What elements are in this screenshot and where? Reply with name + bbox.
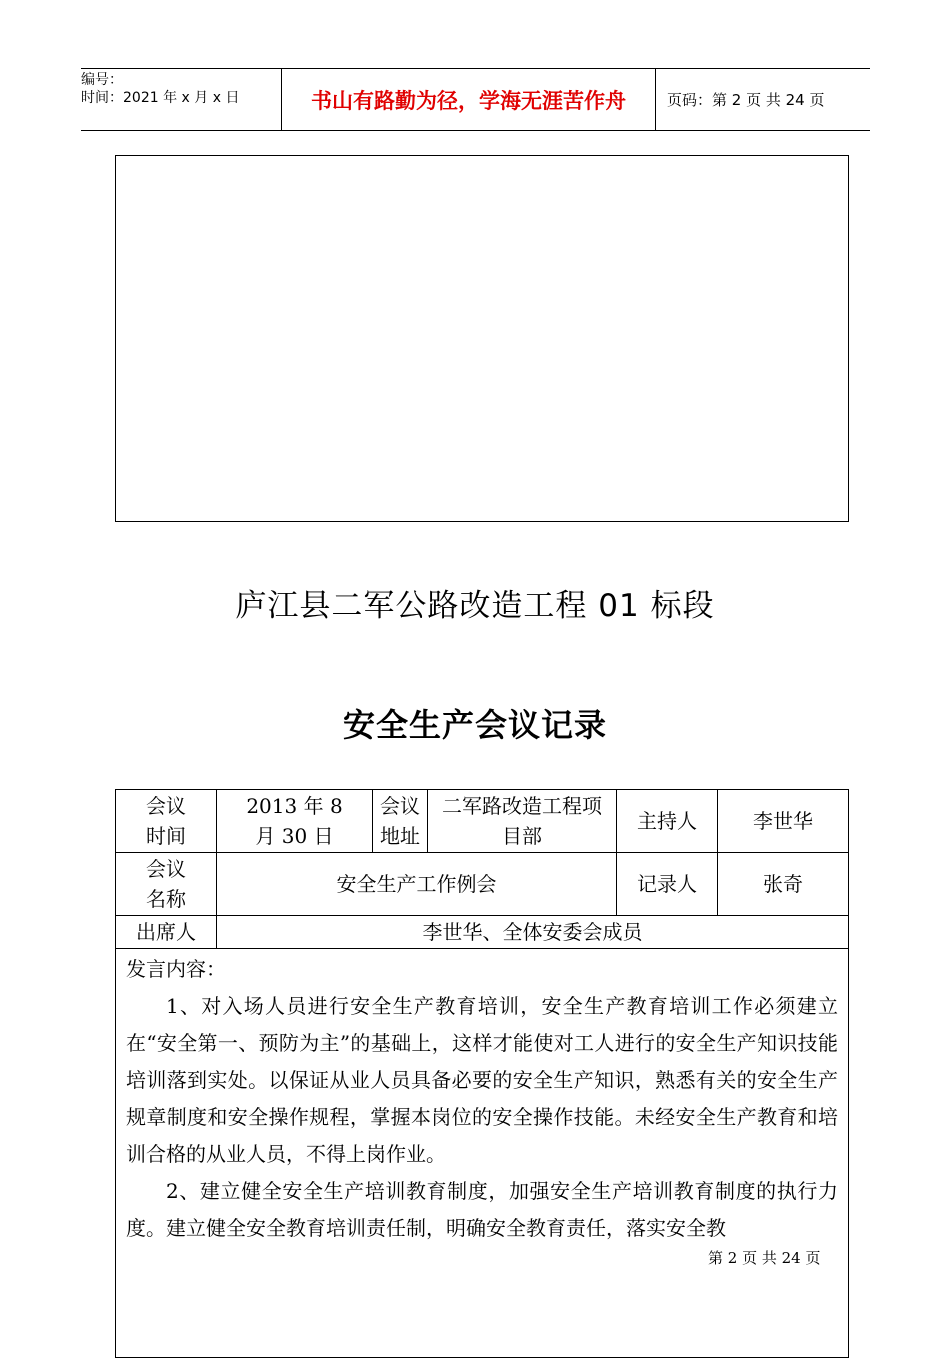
meeting-name-label: 会议名称 xyxy=(116,853,217,916)
host-label: 主持人 xyxy=(617,790,718,853)
number-label: 编号： xyxy=(81,72,123,88)
page-footer: 第 2 页 共 24 页 xyxy=(708,1249,821,1267)
meeting-record-table xyxy=(115,789,849,1358)
recorder-value: 张奇 xyxy=(718,853,849,916)
meeting-name-value: 安全生产工作例会 xyxy=(217,853,617,916)
host-value: 李世华 xyxy=(718,790,849,853)
content-paragraph-2: 2、建立健全安全生产培训教育制度，加强安全生产培训教育制度的执行力度。建立健全安全教育培训责任制，明确安全教育责任，落实安全教 xyxy=(126,1179,838,1240)
meeting-time-label: 会议时间 xyxy=(116,790,217,853)
header-page-info: 页码：第 2 页 共 24 页 xyxy=(667,91,825,109)
attendees-value: 李世华、全体安委会成员 xyxy=(217,916,849,949)
project-title: 庐江县二军公路改造工程 01 标段 xyxy=(235,588,715,624)
header-meta xyxy=(81,69,281,132)
header-motto: 书山有路勤为径，学海无涯苦作舟 xyxy=(281,69,656,130)
meeting-place-value: 二军路改造工程项目部 xyxy=(428,790,617,853)
empty-frame xyxy=(115,155,849,522)
speech-content xyxy=(116,949,849,1358)
time-label: 时间：2021 年 x 月 x 日 xyxy=(81,90,240,106)
attendees-label: 出席人 xyxy=(116,916,217,949)
content-paragraph-1: 1、对入场人员进行安全生产教育培训，安全生产教育培训工作必须建立在“安全第一、预防为主”的基础上，这样才能使对工人进行的安全生产知识技能培训落到实处。以保证从业人员具备必要的安全生产知识，熟悉有关的安全生产规章制度和安全操作规程，掌握本岗位的安全操作技能。未经安全生产教育和培训合格的从业人员，不得上岗作业。 xyxy=(126,994,838,1166)
recorder-label: 记录人 xyxy=(617,853,718,916)
meeting-place-label: 会议地址 xyxy=(373,790,428,853)
document-title: 安全生产会议记录 xyxy=(342,706,607,744)
content-label: 发言内容： xyxy=(126,957,226,981)
page-header xyxy=(81,68,870,131)
meeting-time-value: 2013 年 8 月 30 日 xyxy=(217,790,373,853)
